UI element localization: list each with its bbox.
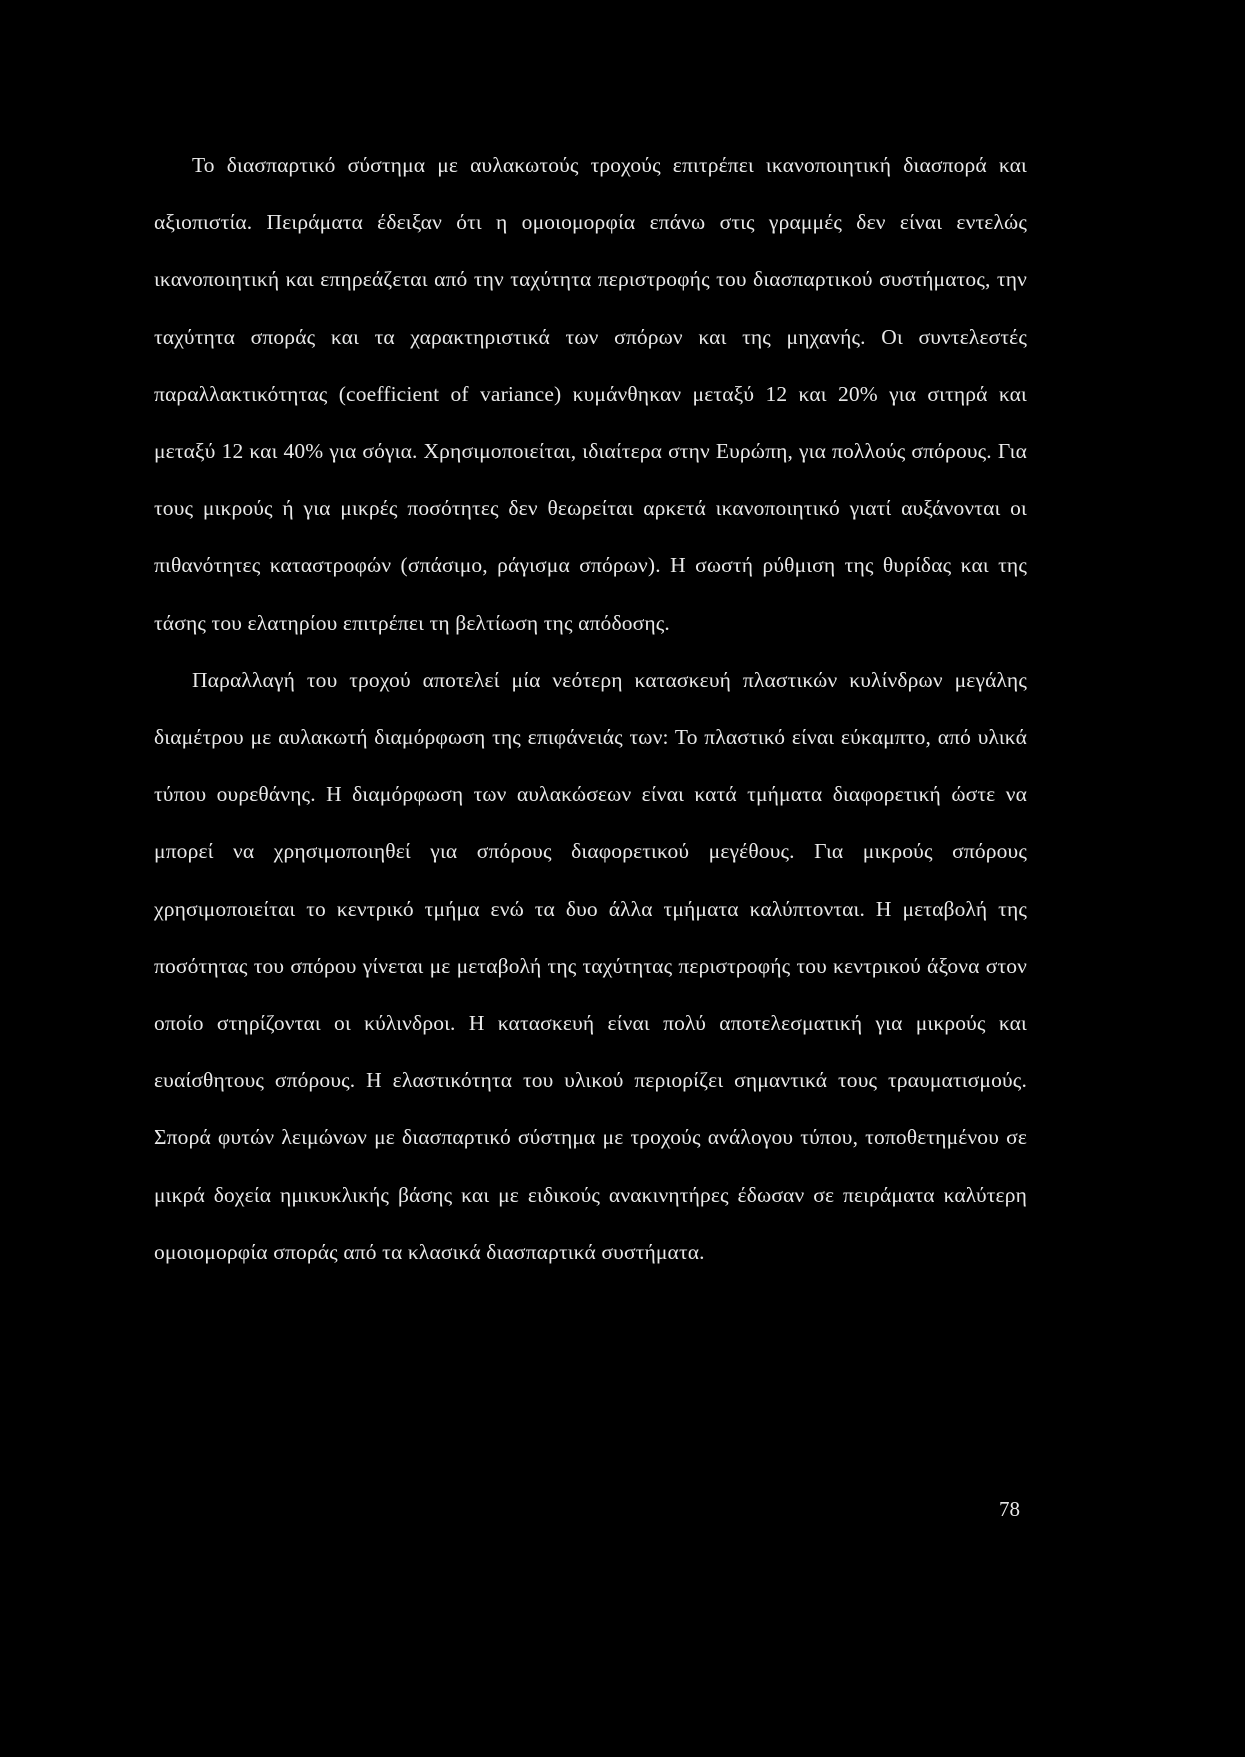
page-number: 78 [999,1497,1020,1521]
paragraph-1: Το διασπαρτικό σύστημα με αυλακωτούς τροχούς επιτρέπει ικανοποιητική διασπορά και αξιοπιστία. Πειράματα έδειξαν ότι η ομοιομορφία επάνω στις γραμμές δεν είναι εντελώς ικανοποιητική και επηρεάζεται από την ταχύτητα περιστροφής του διασπαρτικού συστήματος, την ταχύτητα σποράς και τα χαρακτηριστικά των σπόρων και της μηχανής. Οι συντελεστές παραλλακτικότητας (coefficient of variance) κυμάνθηκαν μεταξύ 12 και 20% για σιτηρά και μεταξύ 12 και 40% για σόγια. Χρησιμοποιείται, ιδιαίτερα στην Ευρώπη, για πολλούς σπόρους. Για τους μικρούς ή για μικρές ποσότητες δεν θεωρείται αρκετά ικανοποιητικό γιατί αυξάνονται οι πιθανότητες καταστροφών (σπάσιμο, ράγισμα σπόρων). Η σωστή ρύθμιση της θυρίδας και της τάσης του ελατηρίου επιτρέπει τη βελτίωση της απόδοσης. [154,153,1027,635]
paragraph-2: Παραλλαγή του τροχού αποτελεί μία νεότερη κατασκευή πλαστικών κυλίνδρων μεγάλης διαμέτρου με αυλακωτή διαμόρφωση της επιφάνειάς των: Το πλαστικό είναι εύκαμπτο, από υλικά τύπου ουρεθάνης. Η διαμόρφωση των αυλακώσεων είναι κατά τμήματα διαφορετική ώστε να μπορεί να χρησιμοποιηθεί για σπόρους διαφορετικού μεγέθους. Για μικρούς σπόρους χρησιμοποιείται το κεντρικό τμήμα ενώ τα δυο άλλα τμήματα καλύπτονται. Η μεταβολή της ποσότητας του σπόρου γίνεται με μεταβολή της ταχύτητας περιστροφής του κεντρικού άξονα στον οποίο στηρίζονται οι κύλινδροι. Η κατασκευή είναι πολύ αποτελεσματική για μικρούς και ευαίσθητους σπόρους. Η ελαστικότητα του υλικού περιορίζει σημαντικά τους τραυματισμούς. Σπορά φυτών λειμώνων με διασπαρτικό σύστημα με τροχούς ανάλογου τύπου, τοποθετημένου σε μικρά δοχεία ημικυκλικής βάσης και με ειδικούς ανακινητήρες έδωσαν σε πειράματα καλύτερη ομοιομορφία σποράς από τα κλασικά διασπαρτικά συστήματα. [154,667,1027,1264]
text-body [154,137,1027,1281]
